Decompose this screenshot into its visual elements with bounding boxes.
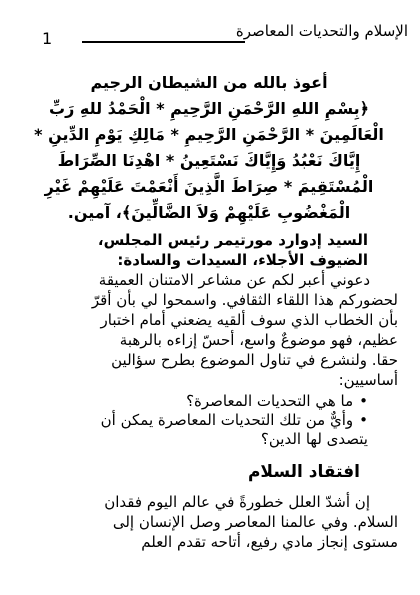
question-text-continuation: يتصدى لها الدين؟: [260, 430, 368, 448]
salutation: [98, 230, 368, 270]
page-number: 1: [42, 29, 53, 48]
paragraph-line: حقا. ولنشرع في تناول الموضوع بطرح سؤالين: [111, 351, 398, 369]
section-heading: افتقاد السلام: [247, 462, 360, 482]
paragraph-line: السلام. وفي عالمنا المعاصر وصل الإنسان إلى: [112, 513, 398, 531]
bullet-icon: •: [359, 392, 368, 410]
paragraph-line: أساسيين:: [338, 371, 398, 389]
body-paragraph: [16, 270, 398, 390]
paragraph-line: عظيم، فهو موضوعٌ واسع، أحسّ إزاءه بالرهبة: [119, 331, 398, 349]
question-text: وأيٌّ من تلك التحديات المعاصرة يمكن أن: [100, 411, 354, 429]
isti3adha-line: أعوذ بالله من الشيطان الرجيم: [90, 73, 328, 92]
paragraph-line: مستوى إنجاز مادي رفيع، أتاحه تقدم العلم: [141, 533, 398, 551]
paragraph-line: إن أشدّ العلل خطورةً في عالم اليوم فقدان: [104, 493, 370, 511]
fatiha-line: ﴿بِسْمِ اللهِ الرَّحْمَنِ الرَّحِيمِ * الْحَمْدُ للهِ رَبِّ: [49, 99, 369, 118]
fatiha-line: الْمُسْتَقِيمَ * صِرَاطَ الَّذِينَ أَنْعَمْتَ عَلَيْهِمْ غَيْرِ: [44, 177, 374, 196]
paragraph-line: بأن الخطاب الذي سوف ألقيه يضعني أمام اختبار: [100, 311, 398, 329]
running-header-title: الإسلام والتحديات المعاصرة: [235, 22, 408, 40]
question-list: [22, 392, 368, 449]
question-text: ما هي التحديات المعاصرة؟: [186, 392, 354, 410]
paragraph-line: دعوني أعبر لكم عن مشاعر الامتنان العميقة: [98, 271, 370, 289]
salutation-line: السيد إدوارد مورتيمر رئيس المجلس،: [97, 231, 368, 249]
list-item: [22, 411, 368, 430]
list-item: [22, 392, 368, 411]
bullet-icon: •: [359, 411, 368, 429]
fatiha-line: الْمَغْضُوبِ عَلَيْهِمْ وَلاَ الضَّالِّينَ﴾، آمين.: [67, 203, 351, 222]
salutation-line: الضيوف الأجلاء، السيدات والسادة:: [117, 251, 368, 269]
fatiha-line: الْعَالَمِينَ * الرَّحْمَنِ الرَّحِيمِ * مَالِكِ يَوْمِ الدِّينِ *: [34, 125, 384, 144]
paragraph-line: لحضوركم هذا اللقاء الثقافي. واسمحوا لي بأن أقرّ: [91, 291, 398, 309]
header-rule: [82, 41, 245, 43]
opening-invocation: [12, 70, 406, 226]
section-paragraph: [18, 492, 398, 552]
fatiha-line: إِيَّاكَ نَعْبُدُ وَإِيَّاكَ نَسْتَعِينُ * اهْدِنَا الصِّرَاطَ: [57, 151, 361, 170]
